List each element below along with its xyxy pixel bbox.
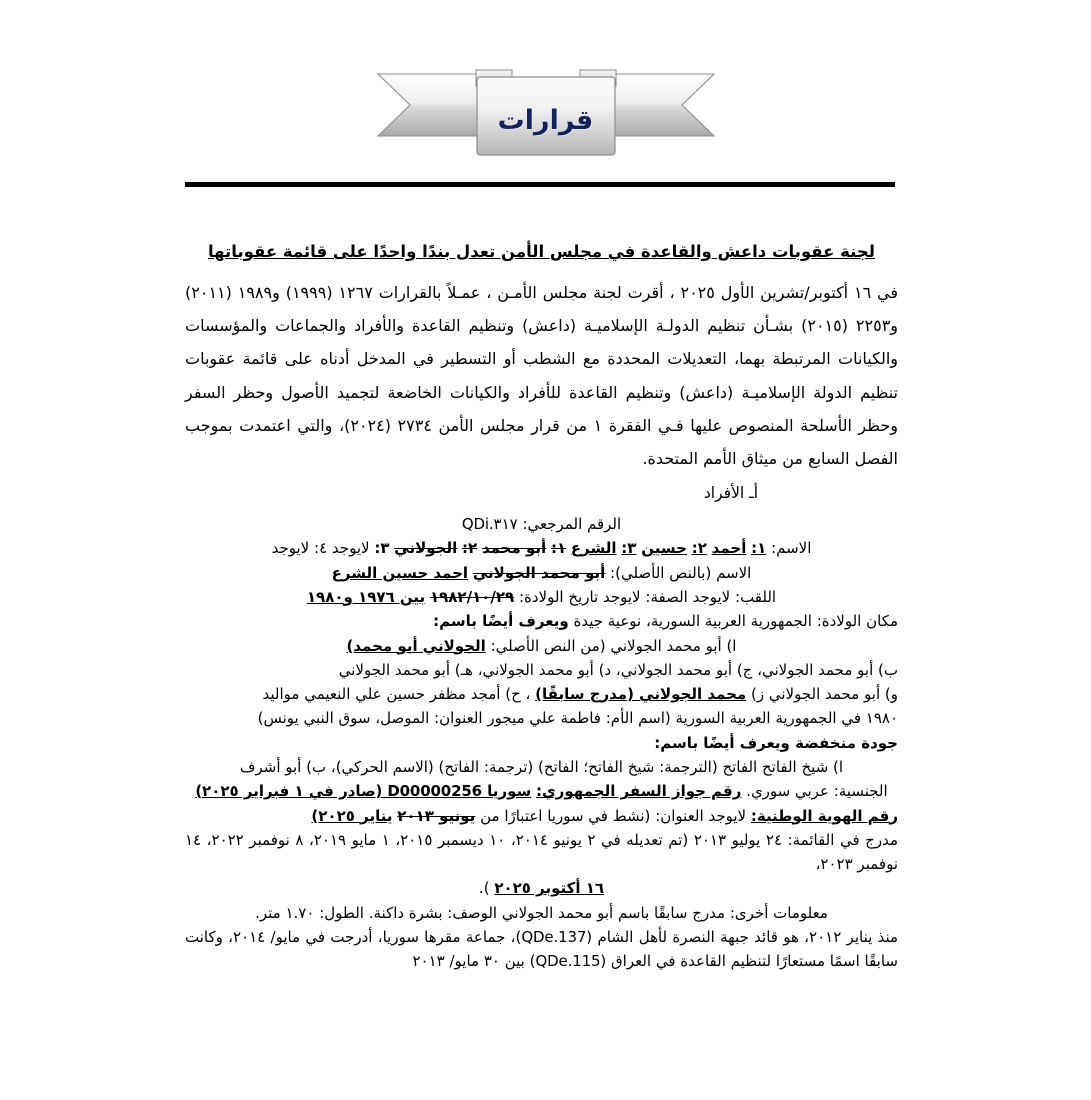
entry-reference-line bbox=[185, 512, 898, 536]
name-old-3-num: ٣: bbox=[374, 539, 390, 558]
original-script-label: الاسم (بالنص الأصلي): bbox=[610, 563, 752, 582]
banner-title: قرارات bbox=[497, 104, 594, 136]
address-struck: يونيو ٢٠١٣ bbox=[397, 806, 476, 825]
other-info-1: مدرج سابقًا باسم أبو محمد الجولاني bbox=[501, 903, 726, 922]
banner-container bbox=[0, 62, 1091, 172]
title-label: اللقب: bbox=[735, 587, 777, 606]
original-script-new: احمد حسين الشرع bbox=[331, 563, 469, 582]
nationality-label: الجنسية: bbox=[833, 782, 888, 801]
passport-label: رقم جواز السفر الجمهوري: bbox=[536, 782, 742, 801]
dob-label: تاريخ الولادة: bbox=[518, 587, 599, 606]
original-script-struck: أبو محمد الجولاني bbox=[472, 563, 606, 582]
aka-h-text: ، ح) أمجد مظفر حسين علي النعيمي مواليد bbox=[262, 685, 531, 704]
national-id-label: رقم الهوية الوطنية: bbox=[750, 806, 898, 825]
entry-other-info-2-line: منذ يناير ٢٠١٢، هو قائد جبهة النصرة لأهل الشام (QDe.137)، جماعة مقرها سوريا، أدرجت في مايو/ ٢٠١٤، وكانت سابقًا اسمًا مستعارًا لتنظيم القاعدة في العراق (QDe.115) بين ٣٠ مايو/ ٢٠١٣ bbox=[185, 928, 899, 971]
entry-name-line bbox=[185, 536, 898, 560]
name-label: الاسم: bbox=[771, 539, 812, 558]
name-part-2: حسين bbox=[641, 539, 687, 558]
page-title: لجنة عقوبات داعش والقاعدة في مجلس الأمن تعدل بندًا واحدًا على قائمة عقوباتها bbox=[207, 242, 876, 261]
other-info-desc-label: الوصف: bbox=[447, 903, 498, 922]
entry-aka-h-cont-line bbox=[185, 706, 898, 730]
aka-low-header: جودة منخفضة ويعرف أيضًا باسم: bbox=[654, 733, 898, 752]
entry-listed-on-line bbox=[185, 828, 898, 877]
name-old-4: لايوجد bbox=[271, 539, 310, 558]
name-part-2-num: ٢: bbox=[691, 539, 707, 558]
ribbon-banner bbox=[376, 62, 716, 162]
name-part-1-num: ١: bbox=[751, 539, 767, 558]
name-part-3: الشرع bbox=[570, 539, 617, 558]
entry-aka-low-header-line bbox=[185, 731, 898, 755]
entry-aka-low-a-line: ا) شيخ الفاتح الفاتح (الترجمة: شيخ الفاتح؛ الفاتح) (ترجمة: الفاتح) (الاسم الحركي)، ب) أبو أشرف bbox=[239, 757, 844, 776]
aka-a-struck: الجولاني أبو محمد) bbox=[346, 636, 486, 655]
aka-f-struck: محمد الجولاني (مدرج سابقًا) bbox=[535, 685, 747, 704]
nationality-value: عربي سوري. bbox=[746, 782, 829, 801]
listed-on-value: ٢٤ يوليو ٢٠١٣ (تم تعديله في ٢ يونيو ٢٠١٤، ١٠ ديسمبر ٢٠١٥، ١ مايو ٢٠١٩، ٨ نوفمبر ٢٠٢٢، ١٤ نوفمبر ٢٠٢٣، bbox=[185, 830, 898, 874]
dob-struck: ١٩٨٢/١٠/٢٩ bbox=[429, 587, 515, 606]
other-info-desc: بشرة داكنة. الطول: ١.٧٠ متر. bbox=[255, 903, 443, 922]
header-divider bbox=[185, 182, 895, 187]
title-value: لايوجد bbox=[692, 587, 731, 606]
name-part-1: أحمد bbox=[711, 539, 747, 558]
name-old-3: لايوجد bbox=[331, 539, 370, 558]
aka-a-text: ا) أبو محمد الجولاني (من النص الأصلي: bbox=[490, 636, 737, 655]
other-info-label: معلومات أخرى: bbox=[729, 903, 828, 922]
listed-on-close: ). bbox=[478, 879, 490, 898]
entry-nationality-passport-line bbox=[185, 779, 898, 803]
name-part-3-num: ٣: bbox=[621, 539, 637, 558]
reference-label: الرقم المرجعي: bbox=[522, 515, 622, 534]
name-old-1: أبو محمد bbox=[481, 539, 547, 558]
section-heading-individuals: أـ الأفراد bbox=[703, 484, 758, 503]
sanctions-entry bbox=[185, 512, 898, 974]
entry-listed-on-new-line bbox=[185, 876, 898, 900]
address-new: يناير ٢٠٢٥) bbox=[311, 806, 393, 825]
entry-original-script-line bbox=[185, 561, 898, 585]
reference-value: QDi.٣١٧ bbox=[461, 515, 518, 534]
name-old-4-num: ٤: bbox=[314, 539, 328, 558]
listed-on-new: ١٦ أكتوبر ٢٠٢٥ bbox=[494, 879, 605, 898]
aka-f-prefix: و) أبو محمد الجولاني ز) bbox=[750, 685, 898, 704]
designation-value: لايوجد bbox=[602, 587, 641, 606]
passport-value: سوريا D00000256 (صادر في ١ فبراير ٢٠٢٥) bbox=[195, 782, 532, 801]
entry-nationalid-address-line bbox=[185, 804, 898, 828]
pob-value: الجمهورية العربية السورية، نوعية جيدة bbox=[573, 612, 812, 631]
dob-new: بين ١٩٧٦ و١٩٨٠ bbox=[306, 587, 426, 606]
name-old-2-num: ٢: bbox=[462, 539, 478, 558]
entry-aka-b-line: ب) أبو محمد الجولاني، ج) أبو محمد الجولاني، د) أبو محمد الجولاني، هـ) أبو محمد الجولاني bbox=[338, 660, 898, 679]
aka-good-header: ويعرف أيضًا باسم: bbox=[433, 612, 569, 631]
pob-label: مكان الولادة: bbox=[816, 612, 898, 631]
entry-aka-a-line bbox=[185, 634, 898, 658]
national-id-value: لايوجد bbox=[708, 806, 747, 825]
address-label: العنوان: bbox=[655, 806, 704, 825]
aka-h-cont-text: ١٩٨٠ في الجمهورية العربية السورية (اسم الأم: فاطمة علي ميجور العنوان: الموصل، سوق النبي يونس) bbox=[257, 709, 898, 728]
entry-pob-line bbox=[185, 609, 898, 633]
entry-aka-f-line bbox=[185, 682, 898, 706]
listed-on-label: مدرج في القائمة: bbox=[787, 830, 899, 849]
intro-paragraph: في ١٦ أكتوبر/تشرين الأول ٢٠٢٥ ، أقرت لجنة مجلس الأمـن ، عمـلاً بالقرارات ١٢٦٧ (١٩٩٩) و١٩٨٩ (٢٠١١) و٢٢٥٣ (٢٠١٥) بشـأن تنظيم الدولـة الإسلاميـة (داعش) وتنظيم القاعدة والأفراد والجماعات والمؤسسات والكيانات المرتبطة بهما، التعديلات المحددة مع الشطب أو التسطير في المدخل أدناه على قائمة عقوبات تنظيم الدولة الإسلاميـة (داعش) وتنظيم القاعدة للأفراد والكيانات الخاضعة لتجميد الأصول وحظر السفر وحظر الأسلحة المنصوص عليها فـي الفقرة ١ من قرار مجلس الأمن ٢٧٣٤ (٢٠٢٤)، والتي اعتمدت بموجب الفصل السابع من ميثاق الأمم المتحدة. bbox=[185, 282, 899, 469]
entry-other-info-line bbox=[185, 901, 898, 925]
name-old-1-num: ١: bbox=[550, 539, 567, 558]
designation-label: الصفة: bbox=[645, 587, 688, 606]
document-content bbox=[185, 240, 898, 974]
address-value-open: (نشط في سوريا اعتبارًا من bbox=[480, 806, 651, 825]
name-old-2: الجولاني bbox=[394, 539, 458, 558]
entry-title-dob-line bbox=[185, 585, 898, 609]
